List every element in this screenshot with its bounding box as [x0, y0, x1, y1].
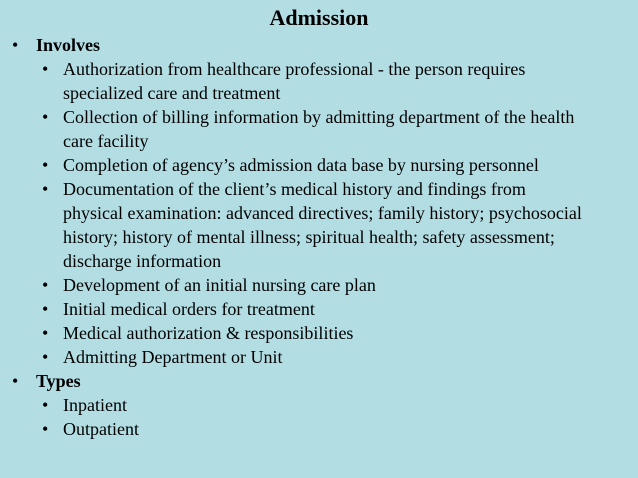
list-item-text: Inpatient — [63, 395, 127, 415]
list-item-text: Collection of billing information by admitting department of the health care facility — [63, 107, 575, 151]
bullet-icon: • — [42, 347, 49, 367]
section-heading-types: Types — [36, 371, 81, 391]
bullet-icon: • — [42, 419, 49, 439]
section-heading-involves: Involves — [36, 35, 101, 55]
list-item — [12, 273, 632, 297]
list-item — [12, 57, 632, 105]
section-heading-row — [12, 33, 632, 57]
bullet-icon: • — [42, 323, 49, 343]
list-item — [12, 297, 632, 321]
bullet-icon: • — [42, 299, 49, 319]
list-item-text: Outpatient — [63, 419, 139, 439]
list-item-text: Completion of agency’s admission data base by nursing personnel — [63, 155, 539, 175]
bullet-icon: • — [42, 59, 49, 79]
list-item — [12, 321, 632, 345]
bullet-icon: • — [12, 371, 19, 391]
list-item — [12, 345, 632, 369]
section-types — [12, 369, 632, 441]
list-item-text: Admitting Department or Unit — [63, 347, 283, 367]
list-item-text: Authorization from healthcare professional - the person requires specialized care and treatment — [63, 59, 526, 103]
slide-title: Admission — [269, 5, 369, 30]
list-item-text: Medical authorization & responsibilities — [63, 323, 354, 343]
list-item — [12, 393, 632, 417]
slide-content — [12, 33, 632, 441]
section-involves — [12, 33, 632, 369]
section-heading-row — [12, 369, 632, 393]
list-item — [12, 153, 632, 177]
list-item — [12, 105, 632, 153]
bullet-icon: • — [12, 35, 19, 55]
list-item — [12, 177, 632, 273]
bullet-icon: • — [42, 395, 49, 415]
bullet-icon: • — [42, 107, 49, 127]
list-item-text: Initial medical orders for treatment — [63, 299, 315, 319]
bullet-icon: • — [42, 155, 49, 175]
list-item-text: Documentation of the client’s medical history and findings from physical examination: advanced directives; family history; psychosocial history; history of mental illness; spiritual health; safety assessment; discharge information — [63, 179, 582, 271]
list-item-text: Development of an initial nursing care plan — [63, 275, 376, 295]
involves-list — [12, 57, 632, 369]
bullet-icon: • — [42, 275, 49, 295]
types-list — [12, 393, 632, 441]
list-item — [12, 417, 632, 441]
bullet-icon: • — [42, 179, 49, 199]
